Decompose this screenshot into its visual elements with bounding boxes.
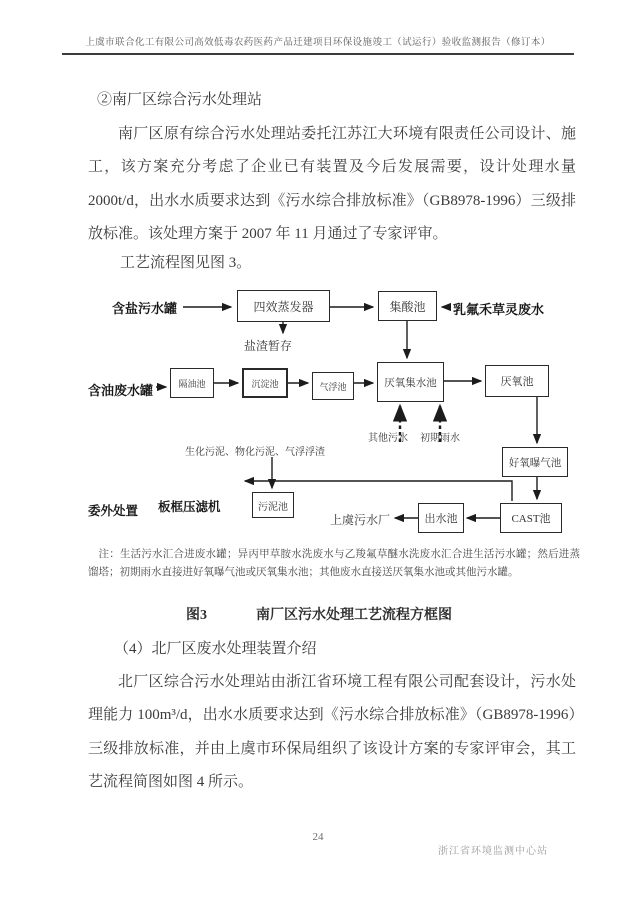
output-salt-residue-storage: 盐渣暂存	[244, 339, 293, 353]
paragraph-south-plant-intro: 南厂区原有综合污水处理站委托江苏江大环境有限责任公司设计、施工，该方案充分考虑了企业已有装置及今后发展需要，设计处理水量2000t/d，出水水质要求达到《污水综合排放标准》（GB8978-1996）三级排放标准。该处理方案于 2007 年 11 月通过了专家评审。	[88, 126, 576, 243]
box-sludge-pool: 污泥池	[252, 492, 294, 518]
output-external-disposal: 委外处置	[88, 504, 139, 518]
figure3-process-flow-diagram	[0, 285, 636, 545]
box-grease-trap: 隔油池	[170, 368, 214, 398]
paragraph-north-plant-intro: 北厂区综合污水处理站由浙江省环境工程有限公司配套设计，污水处理能力 100m³/d，出水水质要求达到《污水综合排放标准》（GB8978-1996）三级排放标准，并由上虞市环保局组织了该设计方案的专家评审会，其工艺流程简图如图 4 所示。	[88, 674, 576, 791]
footer-organization: 浙江省环境监测中心站	[438, 846, 548, 857]
page-number: 24	[312, 831, 324, 843]
box-aerobic-aeration-tank: 好氧曝气池	[502, 447, 568, 477]
output-shangyu-wwtp: 上虞污水厂	[330, 513, 391, 527]
box-acid-collection-pool: 集酸池	[378, 291, 437, 321]
box-effluent-tank: 出水池	[418, 503, 464, 533]
box-anaerobic-collecting-tank: 厌氧集水池	[377, 362, 444, 402]
box-cast-tank: CAST池	[500, 503, 562, 533]
label-sludge-sources: 生化污泥、物化污泥、气浮浮渣	[185, 447, 325, 458]
report-header-title: 上虞市联合化工有限公司高效低毒农药医药产品迁建项目环保设施竣工（试运行）验收监测报告（修订本）	[85, 38, 551, 48]
input-salt-wastewater-tank: 含盐污水罐	[112, 301, 178, 316]
figure3-note: 注：生活污水汇合进废水罐；异丙甲草胺水洗废水与乙羧氟草醚水洗废水汇合进生活污水罐；然后进蒸馏塔；初期雨水直接进好氧曝气池或厌氧集水池；其他废水直接送厌氧集水池或其他污水罐。	[88, 549, 580, 578]
sub-heading-south-plant: ②南厂区综合污水处理站	[97, 92, 263, 108]
input-lactofen-wastewater: 乳氟禾草灵废水	[453, 302, 545, 317]
input-other-wastewater: 其他污水	[368, 433, 408, 444]
figure3-caption-number: 图3	[186, 608, 207, 623]
box-evaporator: 四效蒸发器	[237, 290, 330, 322]
box-air-flotation-tank: 气浮池	[312, 372, 354, 400]
box-sedimentation-tank: 沉淀池	[242, 368, 288, 398]
section4-heading: （4）北厂区废水处理装置介绍	[114, 641, 317, 657]
input-oily-wastewater-tank: 含油废水罐	[88, 383, 154, 398]
box-anaerobic-tank: 厌氧池	[485, 365, 549, 397]
input-initial-rainwater: 初期雨水	[420, 433, 460, 444]
header-divider	[62, 53, 574, 55]
output-plate-frame-filter-press: 板框压滤机	[158, 500, 221, 514]
paragraph-see-figure3: 工艺流程图见图 3。	[120, 255, 252, 271]
figure3-caption-title: 南厂区污水处理工艺流程方框图	[256, 608, 452, 623]
